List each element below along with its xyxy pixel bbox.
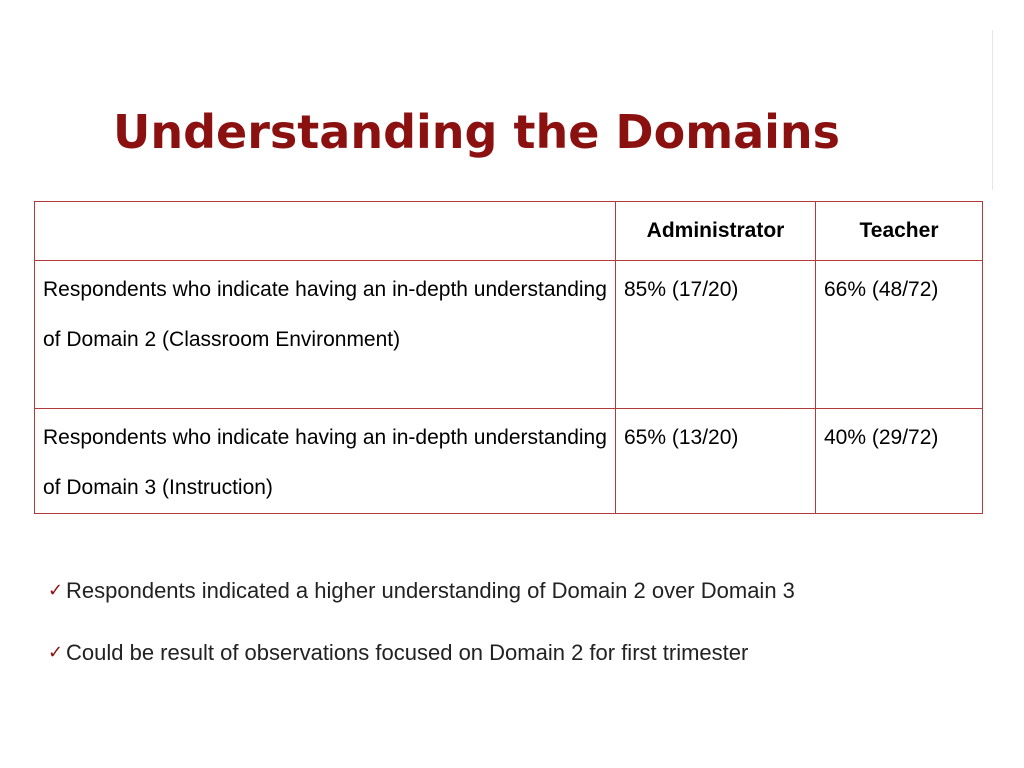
header-administrator: Administrator (616, 202, 816, 261)
checkmark-icon: ✓ (48, 642, 64, 663)
slide-title: Understanding the Domains (113, 105, 841, 159)
administrator-value: 65% (13/20) (616, 409, 816, 514)
administrator-value: 85% (17/20) (616, 261, 816, 409)
slide-edge-divider (992, 30, 993, 190)
results-table (34, 201, 983, 514)
header-teacher: Teacher (816, 202, 983, 261)
row-label: Respondents who indicate having an in-depth understanding of Domain 3 (Instruction) (35, 409, 616, 514)
header-cell-empty (35, 202, 616, 261)
table-row (35, 261, 983, 409)
table-header-row (35, 202, 983, 261)
bullet-item (48, 576, 948, 606)
bullet-text: Respondents indicated a higher understanding of Domain 2 over Domain 3 (66, 578, 795, 603)
bullet-list (48, 576, 948, 668)
row-label: Respondents who indicate having an in-depth understanding of Domain 2 (Classroom Environment) (35, 261, 616, 409)
checkmark-icon: ✓ (48, 580, 64, 601)
bullet-text: Could be result of observations focused on Domain 2 for first trimester (66, 640, 749, 665)
teacher-value: 66% (48/72) (816, 261, 983, 409)
table-row (35, 409, 983, 514)
teacher-value: 40% (29/72) (816, 409, 983, 514)
bullet-item (48, 638, 948, 668)
